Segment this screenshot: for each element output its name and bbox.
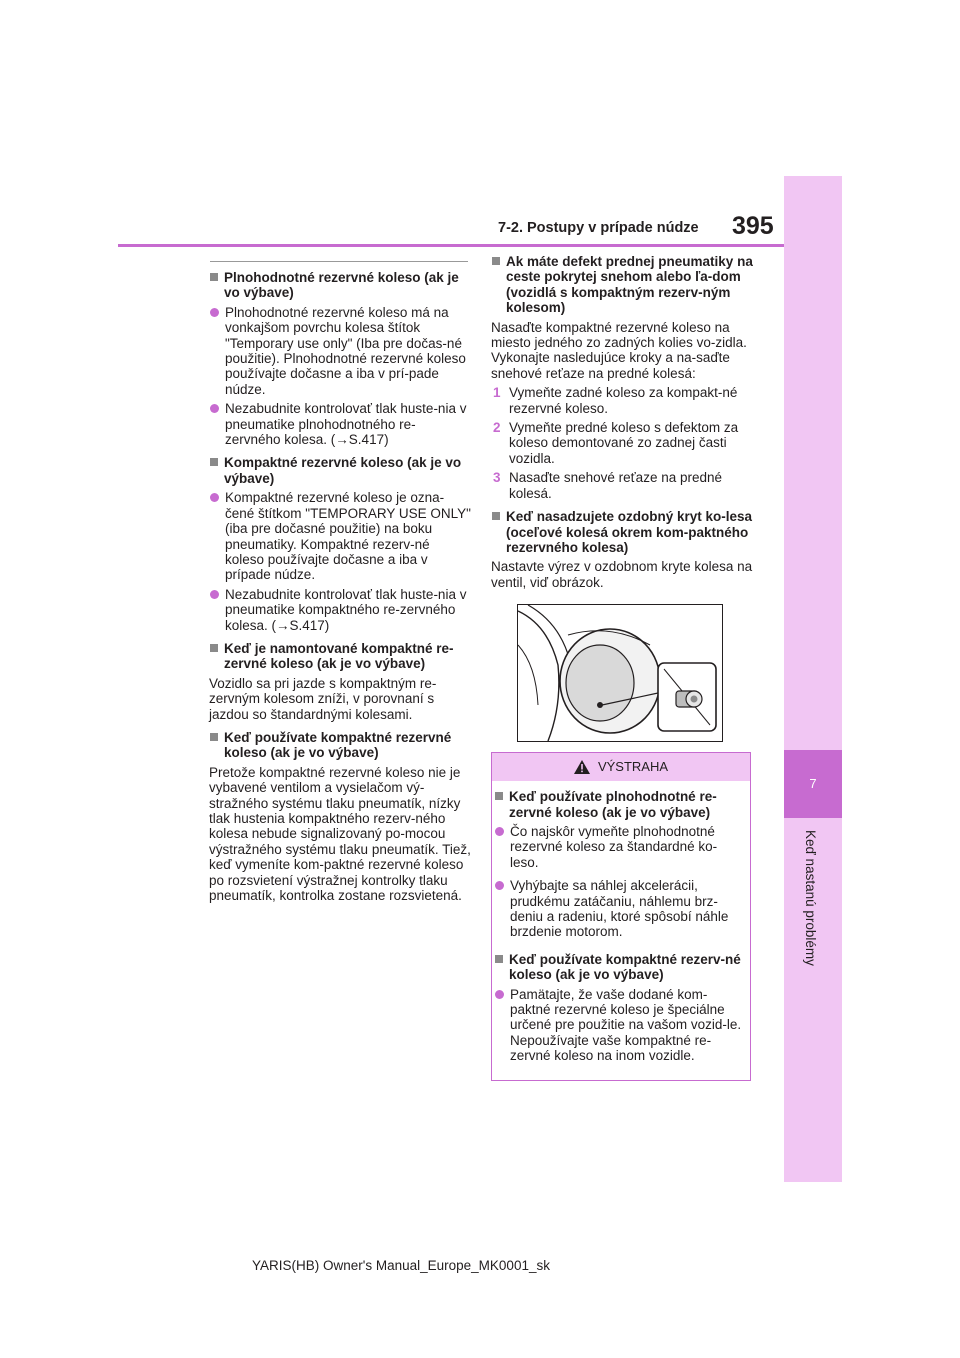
bullet-text: Vyhýbajte sa náhlej akcelerácii, prudkému zatáčaniu, náhlemu brz-deniu a radeniu, ktoré spôsobí náhle brzdenie motorom. (510, 878, 729, 940)
round-bullet-icon (495, 881, 504, 890)
warning-bullet (494, 987, 744, 1064)
paragraph: Nasaďte kompaktné rezervné koleso na miesto jedného zo zadných kolies vo-zidla. Vykonajte nasledujúce kroky a na-saďte snehové reťaze na predné kolesá: (491, 319, 747, 381)
warning-triangle-icon (574, 760, 590, 774)
heading-text: Keď používate kompaktné rezerv-né koleso (ak je vo výbave) (509, 951, 741, 983)
bullet-item (209, 490, 471, 582)
bullet-text: Nezabudnite kontrolovať tlak huste-nia v pneumatike plnohodnotného re-zervného kolesa. (→S.417) (225, 401, 467, 448)
round-bullet-icon (210, 590, 219, 599)
left-column (209, 270, 471, 907)
warning-header (492, 753, 750, 781)
square-bullet-icon (210, 458, 218, 466)
bullet-text: Kompaktné rezervné koleso je ozna-čené štítkom "TEMPORARY USE ONLY" (iba pre dočasné použitie) na boku pneumatiky. Kompaktné rezerv-né koleso používajte dočasne a iba v prípade núdze. (225, 490, 471, 583)
right-column (491, 254, 753, 1081)
square-bullet-icon (492, 257, 500, 265)
bullet-text: Pamätajte, že vaše dodané kom-paktné rezervné koleso je špeciálne určené pre použitie na vašom vozid-le. Nepoužívajte vaše kompaktné re-zervné koleso na inom vozidle. (510, 986, 742, 1064)
bullet-item (209, 401, 471, 447)
heading-full-spare (209, 270, 471, 301)
warning-heading (494, 952, 744, 983)
paragraph: Pretože kompaktné rezervné koleso nie je vybavené ventilom a vysielačom vý-stražného systému tlaku pneumatík, nízky tlak hustenia kompaktného rezerv-ného kolesa nebude signalizovaný po-mocou výstražného systému tlaku pneumatík. Tiež, keď vymeníte kom-paktné rezervné koleso po rozsvietení výstražnej kontrolky tlaku pneumatík, kontrolka zostane rozsvietená. (209, 764, 471, 904)
heading-text: Keď používate plnohodnotné re-zervné koleso (ak je vo výbave) (509, 789, 717, 820)
square-bullet-icon (210, 273, 218, 281)
square-bullet-icon (210, 733, 218, 741)
square-bullet-icon (495, 792, 503, 800)
round-bullet-icon (210, 308, 219, 317)
step-item (491, 470, 753, 501)
heading-text: Keď používate kompaktné rezervné koleso (ak je vo výbave) (224, 729, 452, 761)
step-number: 3 (493, 470, 501, 486)
warning-heading (494, 789, 744, 820)
step-item (491, 420, 753, 466)
paragraph: Vozidlo sa pri jazde s kompaktným re-zervným kolesom zníži, v porovnaní s jazdou so štandardnými kolesami. (209, 675, 437, 722)
heading-compact-using (209, 730, 471, 761)
square-bullet-icon (492, 512, 500, 520)
chapter-side-tab (784, 176, 842, 1182)
heading-compact-mounted (209, 641, 471, 672)
bullet-item (209, 305, 471, 397)
heading-text: Plnohodnotné rezervné koleso (ak je vo výbave) (224, 270, 459, 301)
round-bullet-icon (495, 990, 504, 999)
chapter-number: 7 (784, 750, 842, 818)
warning-bullet (494, 878, 744, 940)
bullet-text: Nezabudnite kontrolovať tlak huste-nia v pneumatike kompaktného re-zervného kolesa. (→S.417) (225, 586, 467, 633)
step-text: Nasaďte snehové reťaze na predné kolesá. (509, 470, 723, 501)
paragraph: Nastavte výrez v ozdobnom kryte kolesa na ventil, viď obrázok. (491, 559, 753, 590)
step-item (491, 385, 753, 416)
bullet-text: Plnohodnotné rezervné koleso má na vonkajšom povrchu kolesa štítok "Temporary use only" (Iba pre dočas-né použitie). Plnohodnotné rezervné koleso používajte dočasne a iba v prí-pade núdze. (225, 304, 466, 397)
wheel-cover-valve-illustration (517, 604, 723, 742)
section-title: 7-2. Postupy v prípade núdze (498, 220, 699, 236)
heading-text: Ak máte defekt prednej pneumatiky na ceste pokrytej snehom alebo ľa-dom (vozidlá s kompaktným rezerv-ným kolesom) (506, 254, 753, 316)
bullet-item (209, 587, 471, 633)
bullet-text: Čo najskôr vymeňte plnohodnotné rezervné koleso za štandardné ko-leso. (510, 823, 718, 870)
step-number: 2 (493, 420, 501, 436)
heading-front-flat-snow (491, 254, 753, 316)
warning-title: VÝSTRAHA (597, 759, 669, 775)
heading-wheel-cover (491, 509, 753, 555)
round-bullet-icon (495, 827, 504, 836)
round-bullet-icon (210, 404, 219, 413)
step-text: Vymeňte predné koleso s defektom za koleso demontované zo zadnej časti vozidla. (509, 420, 739, 466)
warning-box (491, 752, 751, 1081)
chapter-label: Keď nastanú problémy (803, 830, 818, 966)
step-number: 1 (493, 385, 501, 401)
footer-text: YARIS(HB) Owner's Manual_Europe_MK0001_sk (252, 1258, 550, 1273)
warning-bullet (494, 824, 744, 870)
round-bullet-icon (210, 493, 219, 502)
heading-text: Kompaktné rezervné koleso (ak je vo výbave) (224, 455, 462, 486)
heading-text: Keď nasadzujete ozdobný kryt ko-lesa (oceľové kolesá okrem kom-paktného rezervného kolesa) (506, 509, 753, 555)
column-rule (210, 261, 468, 262)
page-number: 395 (732, 212, 774, 240)
heading-compact-spare (209, 455, 471, 486)
step-text: Vymeňte zadné koleso za kompakt-né rezervné koleso. (509, 385, 738, 416)
square-bullet-icon (210, 644, 218, 652)
square-bullet-icon (495, 955, 503, 963)
heading-text: Keď je namontované kompaktné re-zervné koleso (ak je vo výbave) (224, 640, 454, 672)
header-rule (118, 244, 784, 247)
